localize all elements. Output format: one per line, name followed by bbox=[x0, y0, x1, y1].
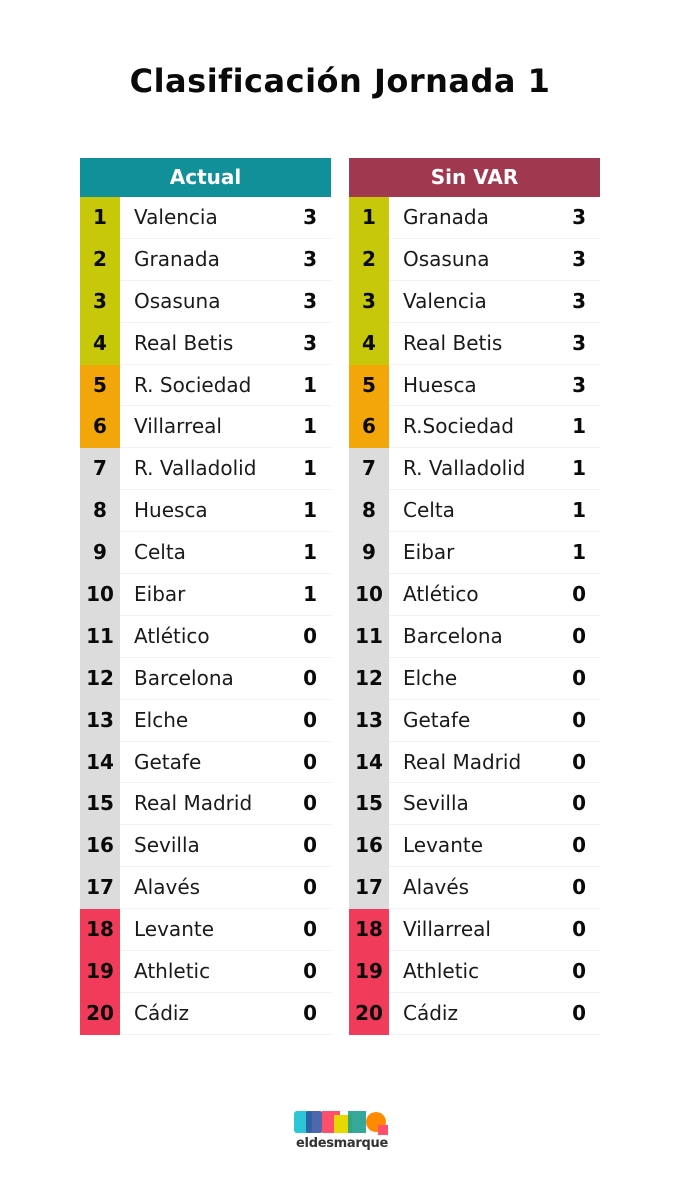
table-row bbox=[349, 951, 600, 993]
position-cell: 6 bbox=[80, 406, 120, 448]
position-cell: 17 bbox=[80, 867, 120, 909]
points-cell: 0 bbox=[572, 582, 586, 607]
points-cell: 1 bbox=[303, 414, 317, 439]
points-cell: 0 bbox=[572, 749, 586, 774]
team-name: Huesca bbox=[134, 498, 208, 523]
table-row bbox=[80, 700, 331, 742]
points-cell: 0 bbox=[572, 833, 586, 858]
team-name: Osasuna bbox=[403, 246, 490, 271]
table-row bbox=[349, 658, 600, 700]
points-cell: 0 bbox=[572, 623, 586, 648]
position-cell: 12 bbox=[80, 658, 120, 700]
table-row bbox=[80, 909, 331, 951]
table-row bbox=[80, 951, 331, 993]
team-name: Athletic bbox=[134, 959, 211, 984]
points-cell: 1 bbox=[572, 456, 586, 481]
table-row bbox=[349, 616, 600, 658]
position-cell: 8 bbox=[349, 490, 389, 532]
points-cell: 1 bbox=[303, 582, 317, 607]
team-name: Alavés bbox=[403, 875, 470, 900]
table-row bbox=[349, 742, 600, 784]
points-cell: 1 bbox=[303, 498, 317, 523]
team-name: Levante bbox=[403, 833, 484, 858]
position-cell: 20 bbox=[80, 993, 120, 1035]
position-cell: 12 bbox=[349, 658, 389, 700]
team-name: Barcelona bbox=[134, 665, 234, 690]
team-name: Sevilla bbox=[403, 791, 469, 816]
table-row bbox=[349, 448, 600, 490]
points-cell: 3 bbox=[303, 205, 317, 229]
points-cell: 0 bbox=[572, 1000, 586, 1025]
table-row bbox=[349, 867, 600, 909]
team-name: Elche bbox=[403, 665, 458, 690]
team-name: Osasuna bbox=[134, 288, 221, 313]
table-row bbox=[80, 658, 331, 700]
position-cell: 15 bbox=[80, 783, 120, 825]
position-cell: 10 bbox=[349, 574, 389, 616]
position-cell: 2 bbox=[80, 239, 120, 281]
position-cell: 10 bbox=[80, 574, 120, 616]
eldesmarque-logo bbox=[292, 1106, 392, 1160]
team-name: R. Sociedad bbox=[134, 372, 252, 397]
points-cell: 3 bbox=[572, 288, 586, 313]
table-header-sin-var: Sin VAR bbox=[349, 158, 600, 197]
points-cell: 0 bbox=[303, 791, 317, 816]
position-cell: 5 bbox=[80, 365, 120, 407]
position-cell: 6 bbox=[349, 406, 389, 448]
team-name: Celta bbox=[134, 540, 186, 565]
points-cell: 0 bbox=[303, 917, 317, 942]
points-cell: 3 bbox=[572, 246, 586, 271]
points-cell: 0 bbox=[572, 665, 586, 690]
team-name: Granada bbox=[134, 246, 220, 271]
table-row bbox=[80, 197, 331, 239]
position-cell: 20 bbox=[349, 993, 389, 1035]
position-cell: 17 bbox=[349, 867, 389, 909]
position-cell: 9 bbox=[80, 532, 120, 574]
points-cell: 0 bbox=[572, 791, 586, 816]
table-row bbox=[80, 742, 331, 784]
points-cell: 0 bbox=[303, 833, 317, 858]
points-cell: 0 bbox=[572, 875, 586, 900]
table-row bbox=[349, 365, 600, 407]
points-cell: 0 bbox=[303, 959, 317, 984]
team-name: Getafe bbox=[134, 749, 202, 774]
table-row bbox=[80, 365, 331, 407]
team-name: Getafe bbox=[403, 707, 471, 732]
table-row bbox=[349, 700, 600, 742]
team-name: Celta bbox=[403, 498, 455, 523]
standings-rows-actual bbox=[80, 197, 331, 1035]
table-row bbox=[80, 825, 331, 867]
position-cell: 1 bbox=[349, 197, 389, 239]
position-cell: 16 bbox=[349, 825, 389, 867]
team-name: Barcelona bbox=[403, 623, 503, 648]
team-name: Cádiz bbox=[403, 1000, 458, 1025]
team-name: Elche bbox=[134, 707, 189, 732]
team-name: Cádiz bbox=[134, 1000, 189, 1025]
position-cell: 1 bbox=[80, 197, 120, 239]
position-cell: 11 bbox=[80, 616, 120, 658]
page-title: Clasificación Jornada 1 bbox=[129, 62, 551, 100]
points-cell: 0 bbox=[303, 665, 317, 690]
table-row bbox=[80, 532, 331, 574]
points-cell: 0 bbox=[303, 1000, 317, 1025]
team-name: Valencia bbox=[403, 288, 487, 313]
points-cell: 0 bbox=[303, 875, 317, 900]
table-row bbox=[80, 406, 331, 448]
team-name: Huesca bbox=[403, 372, 477, 397]
points-cell: 1 bbox=[572, 498, 586, 523]
position-cell: 3 bbox=[349, 281, 389, 323]
points-cell: 0 bbox=[572, 959, 586, 984]
team-name: Eibar bbox=[403, 540, 455, 565]
table-row bbox=[349, 825, 600, 867]
points-cell: 0 bbox=[572, 707, 586, 732]
table-row bbox=[80, 993, 331, 1035]
position-cell: 15 bbox=[349, 783, 389, 825]
position-cell: 13 bbox=[349, 700, 389, 742]
position-cell: 16 bbox=[80, 825, 120, 867]
team-name: Granada bbox=[403, 205, 489, 229]
position-cell: 18 bbox=[80, 909, 120, 951]
points-cell: 0 bbox=[303, 707, 317, 732]
team-name: Alavés bbox=[134, 875, 201, 900]
team-name: Eibar bbox=[134, 582, 186, 607]
team-name: Valencia bbox=[134, 205, 218, 229]
table-row bbox=[80, 239, 331, 281]
team-name: Real Madrid bbox=[134, 791, 253, 816]
table-row bbox=[349, 783, 600, 825]
position-cell: 8 bbox=[80, 490, 120, 532]
position-cell: 4 bbox=[349, 323, 389, 365]
position-cell: 9 bbox=[349, 532, 389, 574]
position-cell: 14 bbox=[80, 742, 120, 784]
team-name: R.Sociedad bbox=[403, 414, 514, 439]
points-cell: 1 bbox=[303, 372, 317, 397]
table-row bbox=[80, 783, 331, 825]
table-row bbox=[80, 490, 331, 532]
table-header-actual: Actual bbox=[80, 158, 331, 197]
points-cell: 3 bbox=[303, 288, 317, 313]
team-name: Villarreal bbox=[403, 917, 491, 942]
points-cell: 0 bbox=[572, 917, 586, 942]
table-row bbox=[349, 532, 600, 574]
standings-table-sin-var bbox=[349, 158, 600, 1035]
table-row bbox=[80, 616, 331, 658]
table-row bbox=[349, 490, 600, 532]
points-cell: 1 bbox=[303, 540, 317, 565]
table-row bbox=[349, 993, 600, 1035]
table-row bbox=[349, 574, 600, 616]
position-cell: 18 bbox=[349, 909, 389, 951]
team-name: Real Madrid bbox=[403, 749, 522, 774]
points-cell: 3 bbox=[572, 330, 586, 355]
table-row bbox=[349, 281, 600, 323]
table-row bbox=[80, 448, 331, 490]
position-cell: 11 bbox=[349, 616, 389, 658]
team-name: R. Valladolid bbox=[403, 456, 526, 481]
points-cell: 1 bbox=[572, 414, 586, 439]
position-cell: 19 bbox=[349, 951, 389, 993]
table-row bbox=[80, 867, 331, 909]
standings-rows-sin-var bbox=[349, 197, 600, 1035]
position-cell: 5 bbox=[349, 365, 389, 407]
position-cell: 4 bbox=[80, 323, 120, 365]
points-cell: 3 bbox=[572, 372, 586, 397]
table-row bbox=[80, 323, 331, 365]
team-name: R. Valladolid bbox=[134, 456, 257, 481]
points-cell: 3 bbox=[572, 205, 586, 229]
team-name: Villarreal bbox=[134, 414, 222, 439]
eldesmarque-logo-icon bbox=[292, 1106, 392, 1140]
position-cell: 3 bbox=[80, 281, 120, 323]
table-row bbox=[349, 323, 600, 365]
team-name: Sevilla bbox=[134, 833, 200, 858]
table-row bbox=[80, 281, 331, 323]
position-cell: 19 bbox=[80, 951, 120, 993]
team-name: Real Betis bbox=[134, 330, 234, 355]
position-cell: 7 bbox=[349, 448, 389, 490]
team-name: Levante bbox=[134, 917, 215, 942]
table-row bbox=[349, 197, 600, 239]
points-cell: 1 bbox=[572, 540, 586, 565]
team-name: Atlético bbox=[403, 582, 479, 607]
position-cell: 7 bbox=[80, 448, 120, 490]
points-cell: 0 bbox=[303, 749, 317, 774]
team-name: Atlético bbox=[134, 623, 210, 648]
position-cell: 2 bbox=[349, 239, 389, 281]
position-cell: 14 bbox=[349, 742, 389, 784]
table-row bbox=[349, 909, 600, 951]
standings-table-actual bbox=[80, 158, 331, 1035]
logo-text: eldesmarque bbox=[296, 1136, 388, 1151]
team-name: Athletic bbox=[403, 959, 480, 984]
points-cell: 3 bbox=[303, 246, 317, 271]
table-row bbox=[80, 574, 331, 616]
table-row bbox=[349, 406, 600, 448]
team-name: Real Betis bbox=[403, 330, 503, 355]
table-row bbox=[349, 239, 600, 281]
points-cell: 1 bbox=[303, 456, 317, 481]
points-cell: 0 bbox=[303, 623, 317, 648]
points-cell: 3 bbox=[303, 330, 317, 355]
position-cell: 13 bbox=[80, 700, 120, 742]
